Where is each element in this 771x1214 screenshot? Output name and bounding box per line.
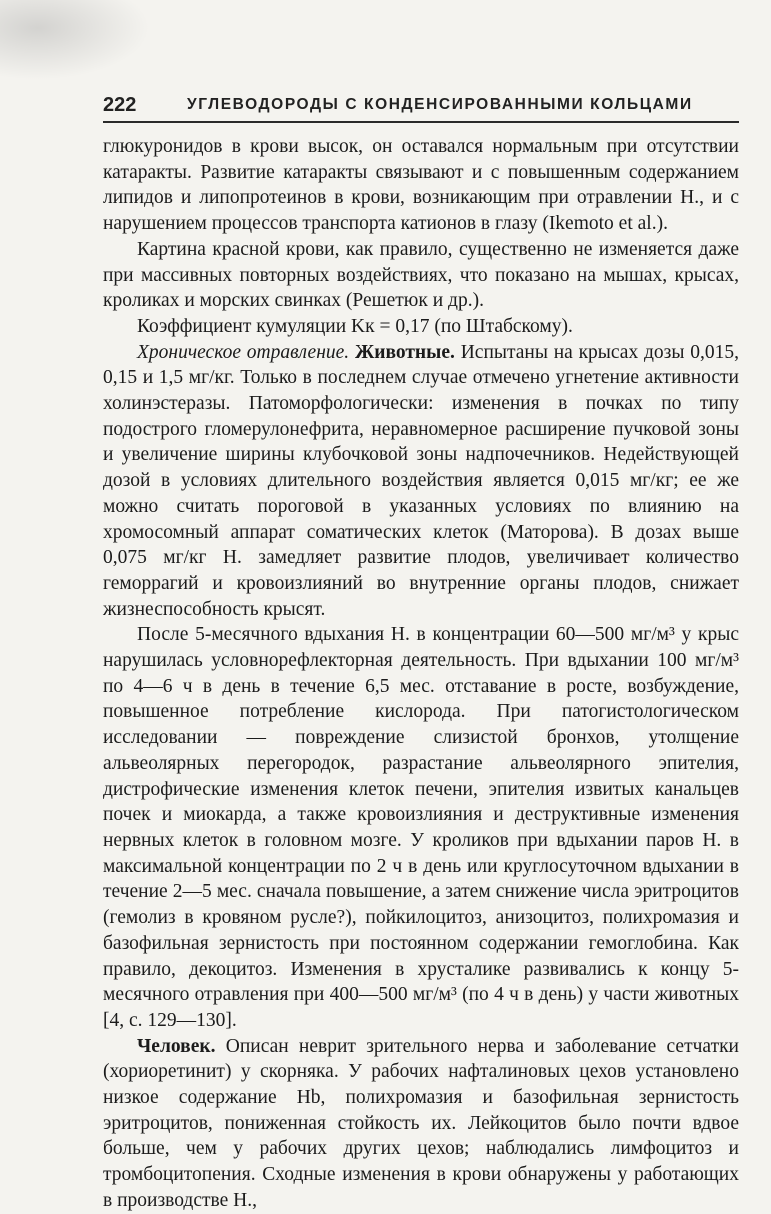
paragraph-2 — [103, 237, 739, 314]
paragraph-text: После 5-месячного вдыхания Н. в концентрации 60—500 мг/м³ у крыс нарушилась условнорефлекторная деятельность. При вдыхании 100 мг/м³ по 4—6 ч в день в течение 6,5 мес. отставание в росте, возбуждение, повышенное потребление кислорода. При патогистологическом исследовании — повреждение слизистой бронхов, утолщение альвеолярных перегородок, разрастание альвеолярного эпителия, дистрофические изменения клеток печени, эпителия извитых канальцев почек и миокарда, а также кровоизлияния и деструктивные изменения нервных клеток в головном мозге. У кроликов при вдыхании паров Н. в максимальной концентрации по 2 ч в день или круглосуточном вдыхании в течение 2—5 мес. сначала повышение, а затем снижение числа эритроцитов (гемолиз в кровяном русле?), пойкилоцитоз, анизоцитоз, полихромазия и базофильная зернистость при постоянном содержании гемоглобина. Как правило, декоцитоз. Изменения в хрусталике развивались к концу 5-месячного отравления при 400—500 мг/м³ (по 4 ч в день) у части животных [4, с. 129—130]. — [103, 624, 739, 1031]
paragraph-text: Испытаны на крысах дозы 0,015, 0,15 и 1,5 мг/кг. Только в последнем случае отмечено угнетение активности холинэстеразы. Патоморфологически: изменения в почках по типу подострого гломерулонефрита, неравномерное расширение пучковой зоны и увеличение ширины клубочковой зоны надпочечников. Недействующей дозой в условиях длительного воздействия является 0,015 мг/кг; ее же можно считать пороговой в указанных условиях по влиянию на хромосомный аппарат соматических клеток (Маторова). В дозах выше 0,075 мг/кг Н. замедляет развитие плодов, увеличивает количество геморрагий и кровоизлияний во внутренние органы плодов, снижает жизнеспособность крысят. — [103, 341, 739, 620]
running-head — [103, 94, 738, 118]
section-heading-chronic: Хроническое отравление. — [137, 341, 350, 363]
subsection-human: Человек. — [137, 1035, 216, 1057]
paragraph-3 — [103, 314, 739, 340]
paragraph-text: Описан неврит зрительного нерва и заболевание сетчатки (хориоретинит) у скорняка. У рабочих нафталиновых цехов установлено низкое содержание Hb, полихромазия и базофильная зернистость эритроцитов, пониженная стойкость их. Лейкоцитов было почти вдвое больше, чем у рабочих других цехов; наблюдались лимфоцитоз и тромбоцитопения. Сходные изменения в крови обнаружены у работающих в производстве Н., — [103, 1035, 739, 1211]
paragraph-5 — [103, 622, 739, 1033]
subsection-animals: Животные. — [354, 341, 455, 363]
paragraph-text: глюкуронидов в крови высок, он оставался нормальным при отсутствии катаракты. Развитие катаракты связывают и с повышенным содержанием липидов и липопротеинов в крови, возникающим при отравлении Н., и с нарушением процессов транспорта катионов в глазу (Ikemoto et al.). — [103, 136, 739, 235]
paragraph-1 — [103, 134, 739, 237]
body-text — [103, 134, 739, 1214]
paragraph-4 — [103, 340, 739, 623]
paragraph-text: Коэффициент кумуляции Kк = 0,17 (по Штабскому). — [137, 315, 573, 337]
running-head-title: УГЛЕВОДОРОДЫ С КОНДЕНСИРОВАННЫМИ КОЛЬЦАМИ — [187, 96, 693, 113]
scan-smudge — [0, 0, 150, 80]
paragraph-text: Картина красной крови, как правило, существенно не изменяется даже при массивных повторных воздействиях, что показано на мышах, крысах, кроликах и морских свинках (Решетюк и др.). — [103, 238, 739, 312]
page-number: 222 — [103, 94, 137, 116]
paragraph-6 — [103, 1034, 739, 1214]
header-rule — [103, 121, 739, 123]
